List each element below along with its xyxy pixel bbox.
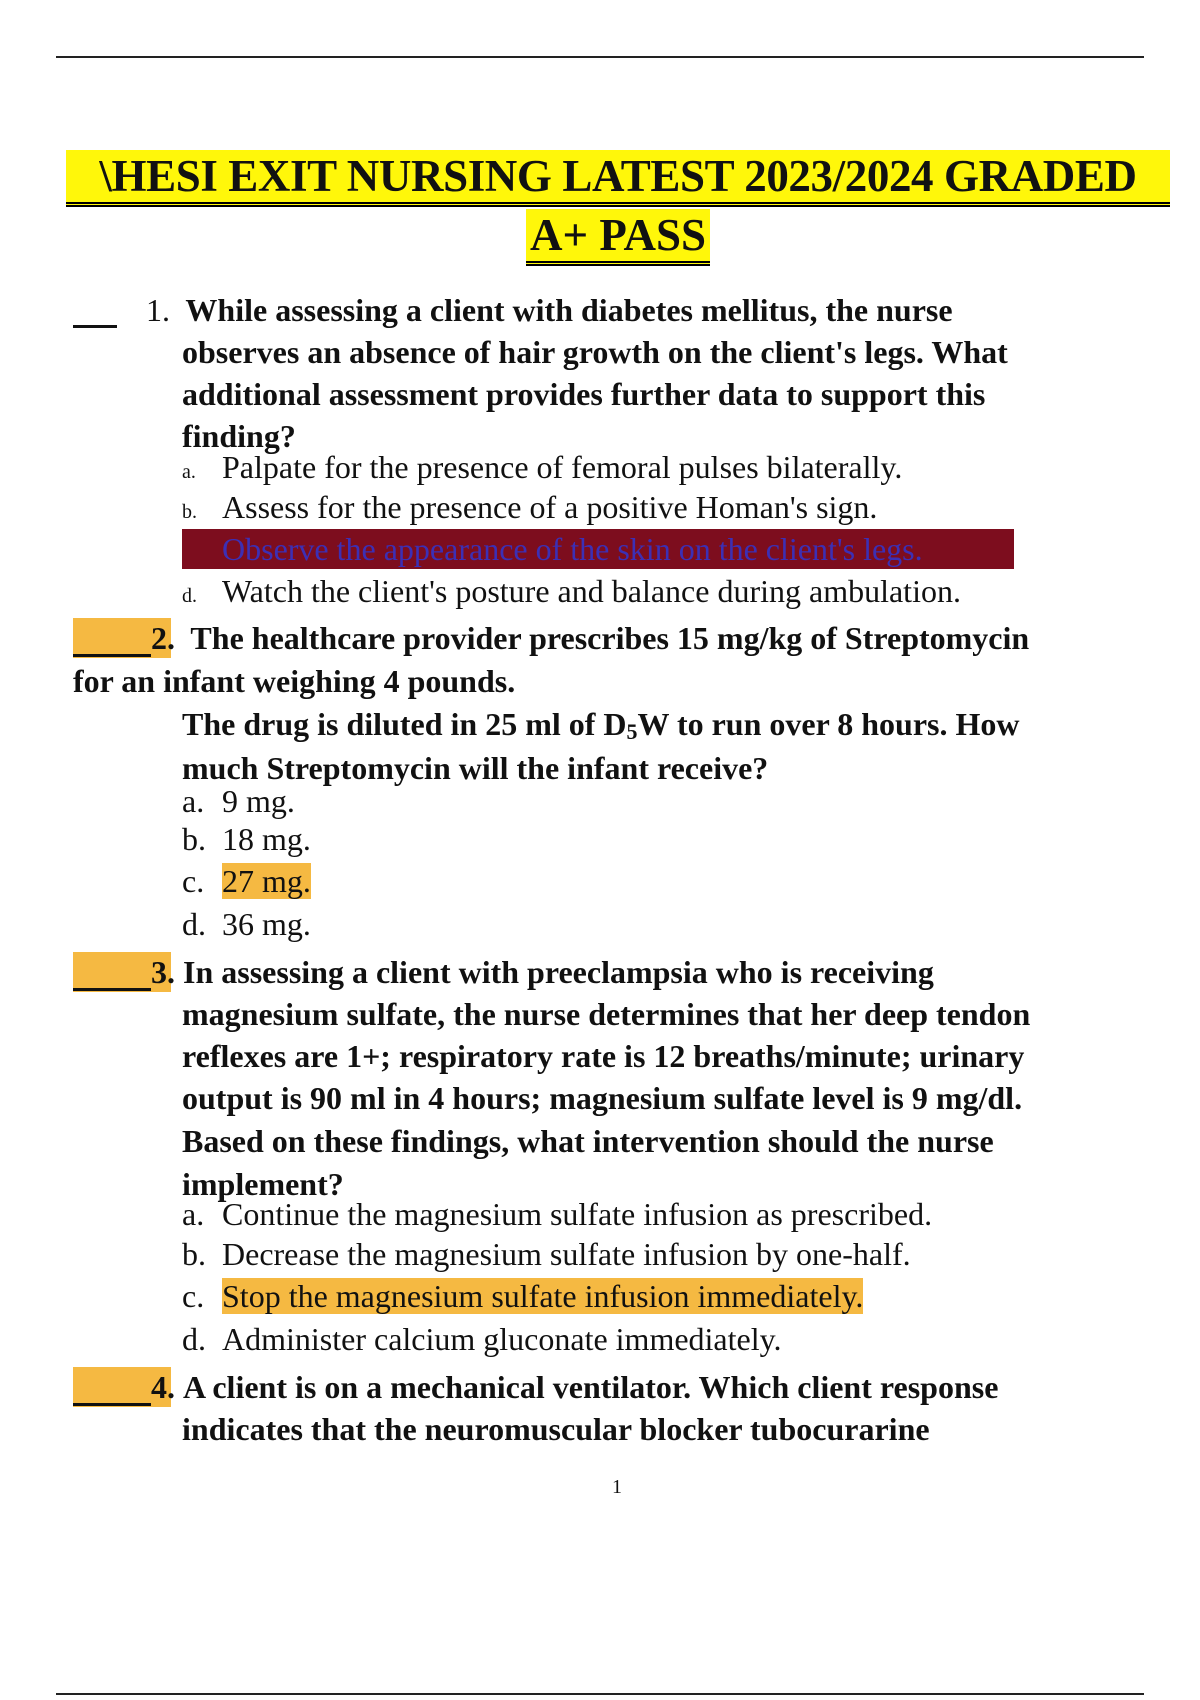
q2-line-2: for an infant weighing 4 pounds. xyxy=(73,663,516,699)
q1-line-2: observes an absence of hair growth on the client's legs. What xyxy=(182,334,1008,370)
q3-number: 3. xyxy=(151,954,175,990)
q3-option-d[interactable]: d. Administer calcium gluconate immediately. xyxy=(182,1321,782,1357)
title-line-1: \HESI EXIT NURSING LATEST 2023/2024 GRADED xyxy=(66,150,1170,207)
q1-line-3: additional assessment provides further data to support this xyxy=(182,376,986,412)
top-rule xyxy=(56,56,1144,58)
q2-line-4: much Streptomycin will the infant receive? xyxy=(182,750,769,786)
q1-line-1: 1. While assessing a client with diabetes mellitus, the nurse xyxy=(146,292,953,328)
q2-answer-highlight: 27 mg. xyxy=(222,863,311,899)
q4-line-1: 4. A client is on a mechanical ventilator. Which client response xyxy=(151,1369,999,1405)
answer-blank-q2 xyxy=(73,654,151,657)
q2-option-a[interactable]: a. 9 mg. xyxy=(182,783,295,819)
q3-line-5: Based on these findings, what intervention should the nurse xyxy=(182,1123,994,1159)
document-title xyxy=(66,150,1170,266)
q2-line-3: The drug is diluted in 25 ml of D5W to run over 8 hours. How xyxy=(182,706,1020,744)
answer-blank-q3 xyxy=(73,988,151,991)
q4-number: 4. xyxy=(151,1369,175,1405)
q3-line-1: 3. In assessing a client with preeclampsia who is receiving xyxy=(151,954,934,990)
q1-number: 1. xyxy=(146,292,170,328)
q1-option-c-selected[interactable] xyxy=(182,529,1014,569)
answer-blank-q4 xyxy=(73,1403,151,1406)
q2-number: 2. xyxy=(151,620,175,656)
q3-line-2: magnesium sulfate, the nurse determines that her deep tendon xyxy=(182,996,1031,1032)
q4-line-2: indicates that the neuromuscular blocker tubocurarine xyxy=(182,1411,930,1447)
q3-line-3: reflexes are 1+; respiratory rate is 12 breaths/minute; urinary xyxy=(182,1038,1025,1074)
q1-option-d[interactable]: d. Watch the client's posture and balance during ambulation. xyxy=(182,573,961,609)
q2-option-b[interactable]: b. 18 mg. xyxy=(182,821,311,857)
page-number: 1 xyxy=(612,1476,622,1498)
q2-line-1: 2. The healthcare provider prescribes 15 mg/kg of Streptomycin xyxy=(151,620,1030,656)
q3-line-4: output is 90 ml in 4 hours; magnesium sulfate level is 9 mg/dl. xyxy=(182,1080,1023,1116)
q2-option-d[interactable]: d. 36 mg. xyxy=(182,906,311,942)
q3-line-6: implement? xyxy=(182,1166,344,1202)
title-line-2: A+ PASS xyxy=(526,209,710,266)
q1-line-4: finding? xyxy=(182,418,296,454)
bottom-rule xyxy=(56,1693,1144,1695)
q3-option-c[interactable]: c. Stop the magnesium sulfate infusion immediately. xyxy=(182,1278,864,1314)
q2-option-c[interactable]: c. 27 mg. xyxy=(182,863,311,899)
answer-blank-q1 xyxy=(73,325,117,328)
q1-option-a[interactable]: a. Palpate for the presence of femoral pulses bilaterally. xyxy=(182,449,903,485)
q3-option-a[interactable]: a. Continue the magnesium sulfate infusion as prescribed. xyxy=(182,1196,933,1232)
q3-answer-highlight: Stop the magnesium sulfate infusion immediately. xyxy=(222,1278,864,1314)
q1-option-b[interactable]: b. Assess for the presence of a positive Homan's sign. xyxy=(182,489,878,525)
q3-option-b[interactable]: b. Decrease the magnesium sulfate infusion by one-half. xyxy=(182,1236,911,1272)
q1-option-c-text: Observe the appearance of the skin on the client's legs. xyxy=(222,531,923,567)
